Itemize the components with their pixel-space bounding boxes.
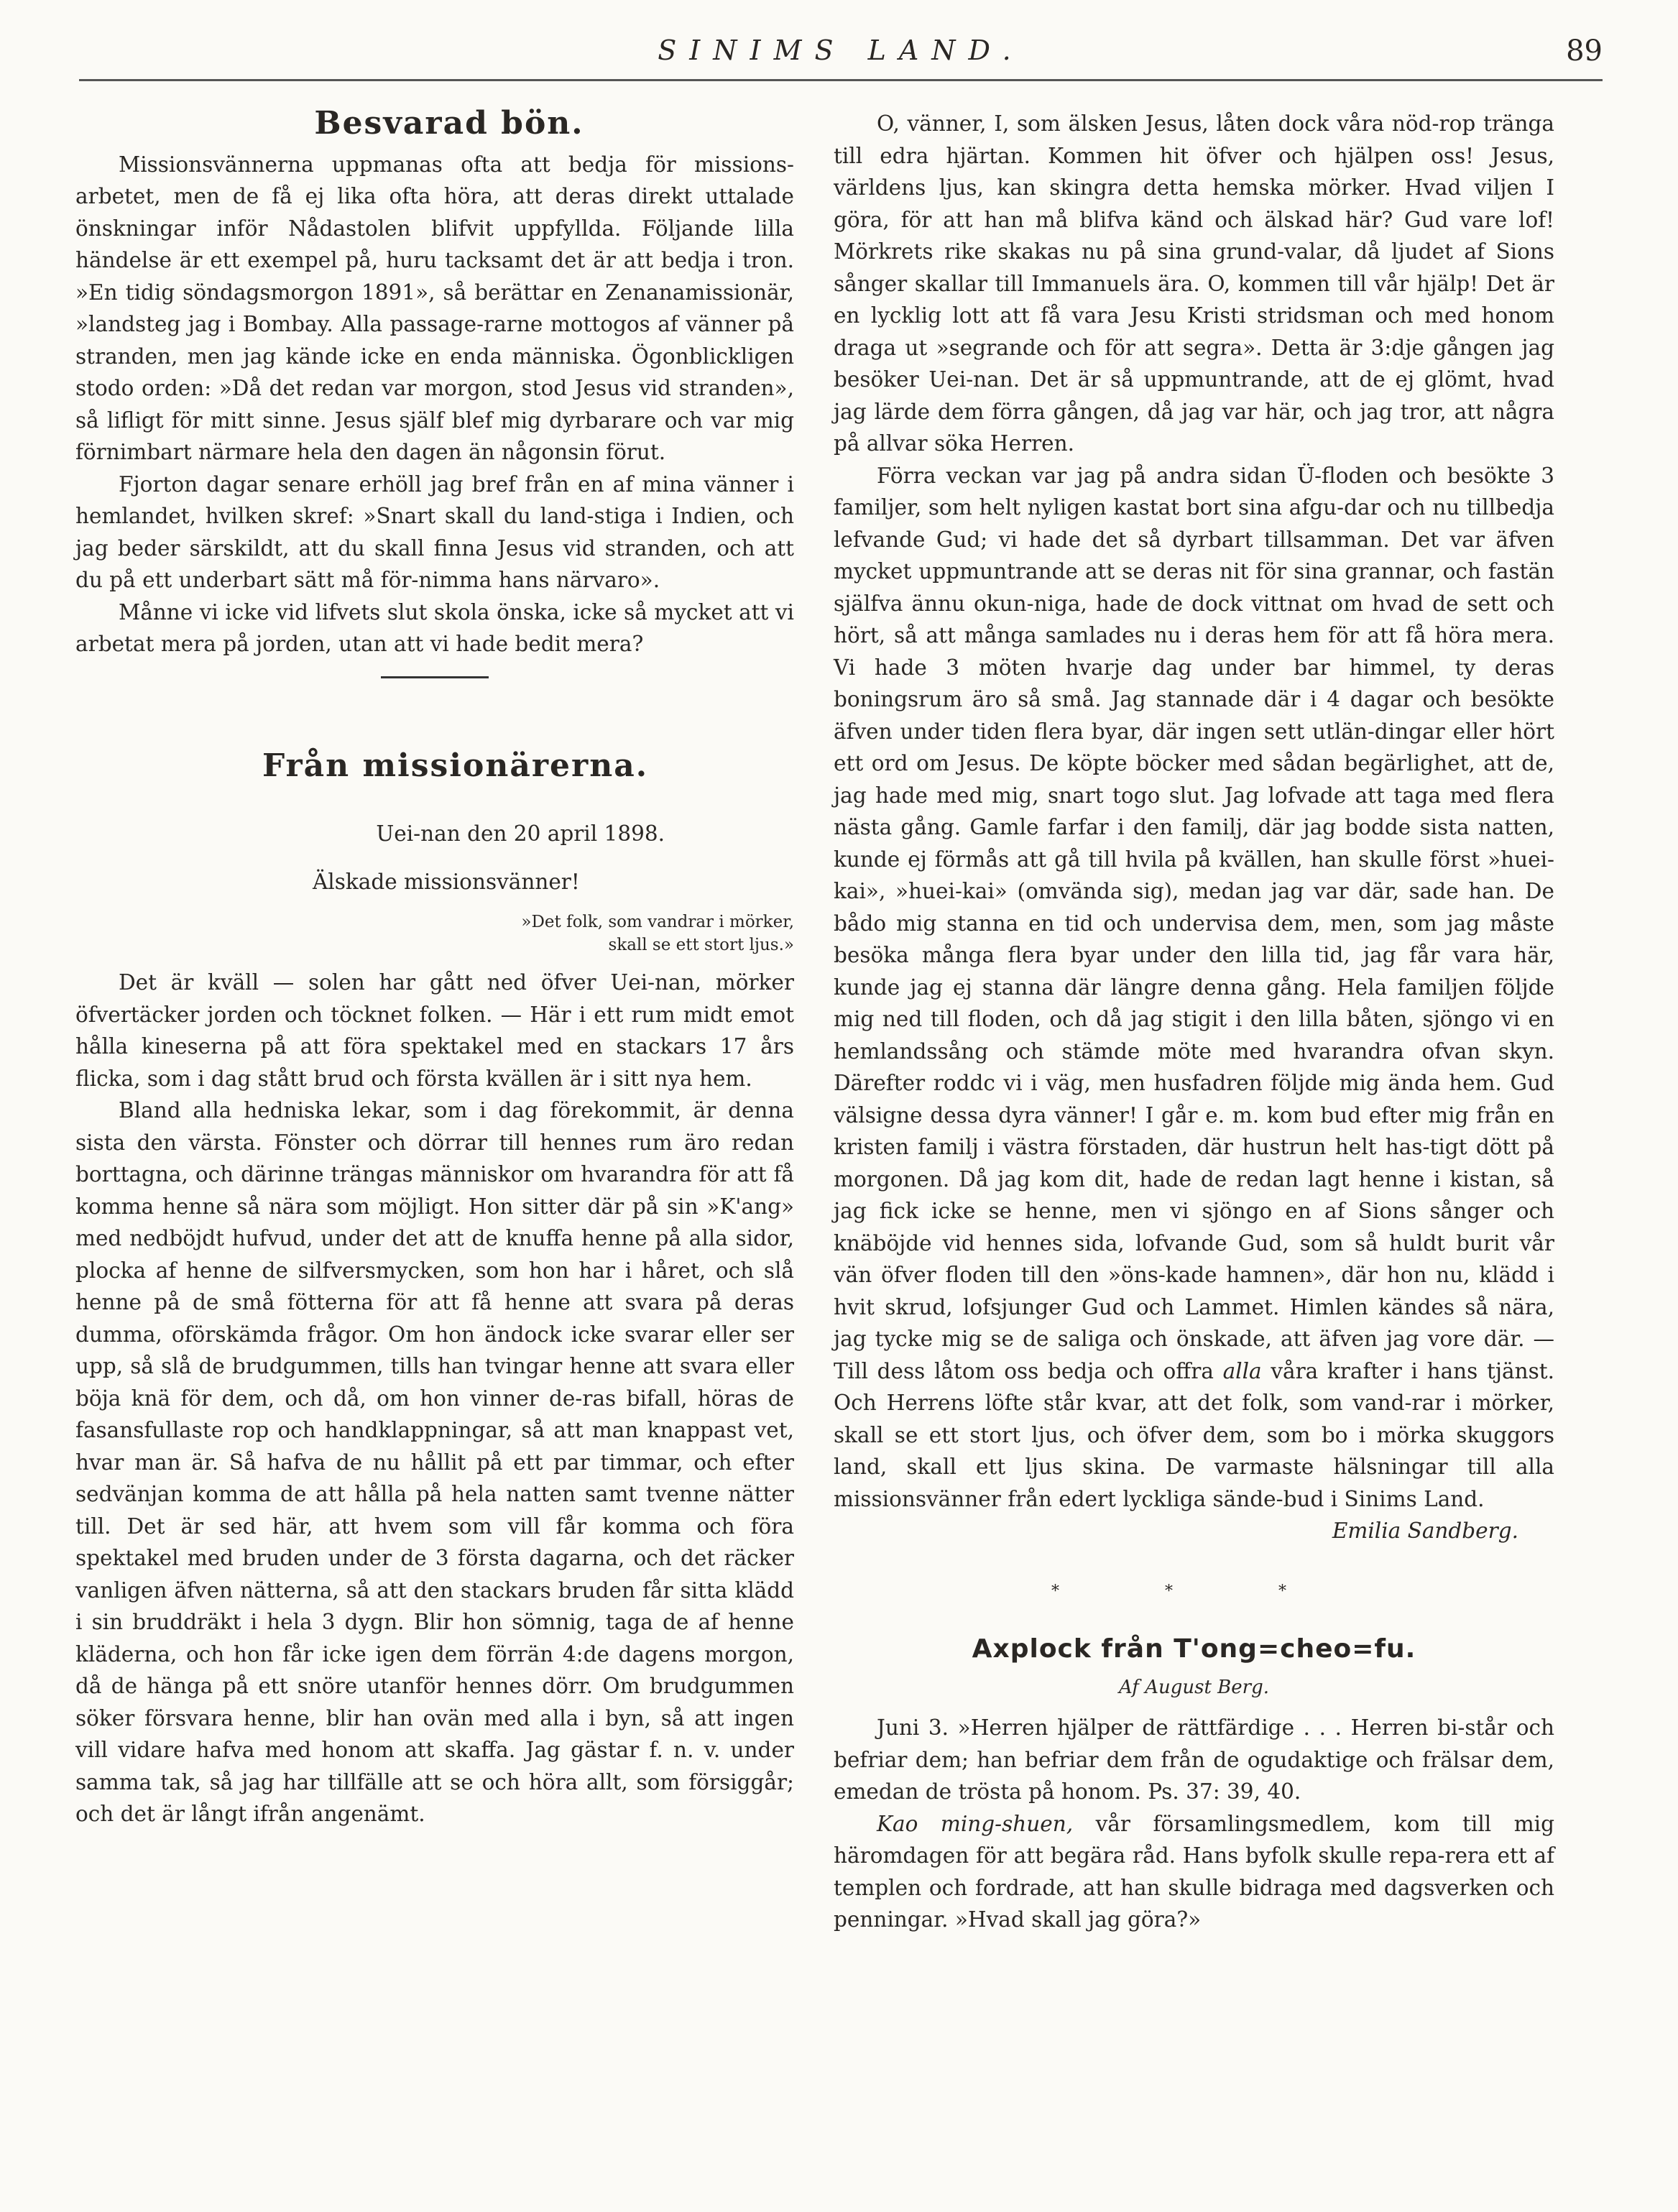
person-name: Kao ming-shuen,	[877, 1811, 1074, 1836]
article-title-axplock: Axplock från T'ong=cheo=fu.	[972, 1634, 1416, 1664]
running-title: SINIMS LAND.	[658, 34, 1024, 66]
letter-salutation: Älskade missionsvänner!	[313, 869, 580, 894]
article1-paragraph-1: Missionsvännerna uppmanas ofta att bedja för missions-arbetet, men de få ej lika ofta höra, att deras direkt uttalade önskningar inför Nådastolen blifvit uppfyllda. Följande lilla händelse är ett exempel på, huru tacksamt det är att bedja i tron. »En tidig söndagsmorgon 1891», så berättar en Zenanamissionär, »landsteg jag i Bombay. Alla passage-rarne mottogos af vänner på stranden, men jag kände icke en enda människa. Ögonblickligen stodo orden: »Då det redan var morgon, stod Jesus vid stranden», så lifligt för mitt sinne. Jesus själf blef mig dyrbarare och var mig förnimbart närmare hela den dagen än någonsin förut.	[75, 152, 794, 464]
emphasis-word: alla	[1222, 1358, 1262, 1383]
motto-line-2: skall se ett stort ljus.»	[608, 936, 794, 954]
article3-paragraph-2-text: vår församlingsmedlem, kom till mig häromdagen för att begära råd. Hans byfolk skulle repa-rera ett af templen och fordrade, att han skulle bidraga med dagsverken och penningar. »Hvad skall jag göra?»	[834, 1811, 1554, 1932]
article3-paragraph-1: Juni 3. »Herren hjälper de rättfärdige . . . Herren bi-står och befriar dem; han befriar dem från de ogudaktige och frälsar dem, emedan de trösta på honom. Ps. 37: 39, 40.	[834, 1715, 1554, 1804]
article-title-besvarad-bon: Besvarad bön.	[314, 105, 584, 142]
motto-line-1: »Det folk, som vandrar i mörker,	[521, 913, 794, 931]
article1-paragraph-2: Fjorton dagar senare erhöll jag bref från en af mina vänner i hemlandet, hvilken skref: »Snart skall du land-stiga i Indien, och jag beder särskildt, att du skall finna Jesus vid stranden, och att du på ett underbart sätt må för-nimma hans närvaro».	[75, 471, 794, 592]
section-stars: * * *	[1051, 1582, 1337, 1600]
article3-byline: Af August Berg.	[1118, 1676, 1269, 1698]
article2-paragraph-4	[834, 460, 1554, 1543]
letter-signature: Emilia Sandberg.	[1332, 1519, 1518, 1543]
article2-paragraph-1: Det är kväll — solen har gått ned öfver Uei-nan, mörker öfvertäcker jorden och töcknet folken. — Här i ett rum midt emot hålla kineserna på att föra spektakel med en stackars 17 års flicka, som i dag stått brud och första kvällen är i sitt nya hem.	[75, 970, 794, 1091]
page-header	[79, 34, 1603, 92]
letter-motto	[75, 911, 794, 957]
article3-paragraph-2	[834, 1808, 1554, 1936]
article2-paragraph-2: Bland alla hedniska lekar, som i dag förekommit, är denna sista den värsta. Fönster och dörrar till hennes rum äro redan borttagna, och därinne trängas människor om hvarandra för att få komma henne så nära som möjligt. Hon sitter där på sin »K'ang» med nedböjdt hufvud, under det att de knuffa henne på alla sidor, plocka af henne de silfversmycken, som hon har i håret, och slå henne på de små fötterna för att få henne att svara på deras dumma, oförskämda frågor. Om hon ändock icke svarar eller ser upp, så slå de brudgummen, tills han tvingar henne att svara eller böja knä för dem, och då, om hon vinner de-ras bifall, höras de fasansfullaste rop och handklappningar, så att man knappast vet, hvar man är. Så hafva de nu hållit på ett par timmar, och efter sedvänjan komma de att hålla på hela natten samt tvenne nätter till. Det är sed här, att hvem som vill får komma och föra spektakel med bruden under de 3 första dagarna, och det räcker vanligen äfven nätterna, så att den stackars bruden får sitta klädd i sin bruddräkt i hela 3 dygn. Blir hon sömnig, taga de af henne kläderna, och hon får icke igen dem förrän 4:de dagens morgon, då de hänga på ett snöre utanför hennes dörr. Om brudgummen söker försvara henne, blir han ovän med alla i byn, så att ingen vill vidare hafva med honom att skaffa. Jag gästar f. n. v. under samma tak, så jag har tillfälle att se och höra allt, som försiggår; och det är långt ifrån angenämt.	[75, 1098, 794, 1826]
article-title-fran-missionarerna: Från missionärerna.	[262, 747, 649, 784]
left-column	[75, 105, 794, 1830]
letter-dateline: Uei-nan den 20 april 1898.	[376, 821, 665, 846]
article2-paragraph-4-text: Förra veckan var jag på andra sidan Ü-floden och besökte 3 familjer, som helt nyligen kastat bort sina afgu-dar och nu tillbedja lefvande Gud; vi hade det så dyrbart tillsamman. Det var äfven mycket uppmuntrande att se deras nit för sina grannar, och fastän själfva ännu okun-niga, hade de dock vittnat om hvad de sett och hört, så att många samlades nu i deras hem för att få höra mera. Vi hade 3 möten hvarje dag under bar himmel, ty deras boningsrum äro så små. Jag stannade där i 4 dagar och besökte äfven under tiden flera byar, där ingen sett utlän-dingar eller hört ett ord om Jesus. De köpte böcker med sådan begärlighet, att de, jag hade med mig, snart togo slut. Jag lofvade att taga med flera nästa gång. Gamle farfar i den familj, där jag bodde sista natten, kunde ej förmås att gå till hvila på kvällen, han skulle först »huei-kai», »huei-kai» (omvända sig), medan jag var där, sade han. De bådo mig stanna en tid och undervisa dem, men, som jag måste besöka många flera byar under den lilla tid, jag får vara här, kunde jag ej stanna där längre denna gång. Hela familjen följde mig ned till floden, och då jag stigit i den lilla båten, sjöngo vi en hemlandssång och stämde möte med hvarandra ofvan skyn. Därefter roddc vi i väg, men husfadren följde mig ända hem. Gud välsigne dessa dyra vänner! I går e. m. kom bud efter mig från en kristen familj i västra förstaden, där hustrun helt has-tigt dött på morgonen. Då jag kom dit, hade de redan lagt henne i kistan, så jag fick icke se henne, men vi sjöngo en af Sions sånger och knäböjde vid hennes sida, lofvande Gud, som så huldt burit vår vän öfver floden till den »öns-kade hamnen», där hon nu, klädd i hvit skrud, lofsjunger Gud och Lammet. Himlen kändes så nära, jag tycke mig se de saliga och önskade, att äfven jag vore där. — Till dess låtom oss bedja och offra	[834, 463, 1554, 1383]
section-separator	[381, 676, 489, 678]
article2-closing-text: våra krafter i hans tjänst. Och Herrens löfte står kvar, att det folk, som vand-rar i mörker, skall se ett stort ljus, och öfver dem, som bo i mörka skuggors land, skall ett ljus skina. De varmaste hälsningar till alla missionsvänner från edert lyckliga sände-bud i Sinims Land.	[834, 1358, 1554, 1511]
page-number: 89	[1566, 34, 1603, 68]
article1-paragraph-3: Månne vi icke vid lifvets slut skola önska, icke så mycket att vi arbetat mera på jorden, utan att vi hade bedit mera?	[75, 599, 794, 656]
article2-paragraph-3: O, vänner, I, som älsken Jesus, låten dock våra nöd-rop tränga till edra hjärtan. Kommen hit öfver och hjälpen oss! Jesus, världens ljus, kan skingra detta hemska mörker. Hvad viljen I göra, för att han må blifva känd och älskad här? Gud vare lof! Mörkrets rike skakas nu på sina grund-valar, då ljudet af Sions sånger skallar till Immanuels ära. O, kommen till vår hjälp! Det är en lycklig lott att få vara Jesu Kristi stridsman och med honom draga ut »segrande och för att segra». Detta är 3:dje gången jag besöker Uei-nan. Det är så uppmuntrande, att de ej glömt, hvad jag lärde dem förra gången, då jag var här, och jag tror, att några på allvar söka Herren.	[834, 111, 1554, 456]
header-rule	[79, 79, 1603, 81]
right-column	[834, 108, 1554, 1936]
